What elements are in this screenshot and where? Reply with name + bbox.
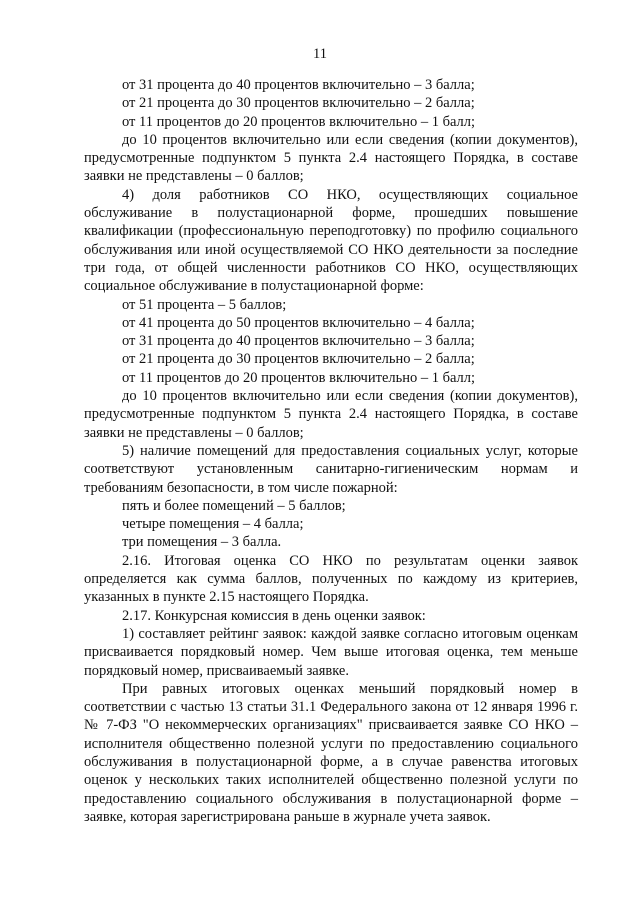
body-paragraph: до 10 процентов включительно или если сведения (копии документов), предусмотренные подпунктом 5 пункта 2.4 настоящего Порядка, в составе заявки не представлены – 0 баллов; <box>84 388 578 441</box>
document-body <box>84 76 578 826</box>
page-number: 11 <box>313 46 327 62</box>
list-item-paragraph: пять и более помещений – 5 баллов; <box>122 497 346 514</box>
body-paragraph: до 10 процентов включительно или если сведения (копии документов), предусмотренные подпунктом 5 пункта 2.4 настоящего Порядка, в составе заявки не представлены – 0 баллов; <box>84 131 578 185</box>
body-paragraph: 2.16. Итоговая оценка СО НКО по результатам оценки заявок определяется как сумма баллов, полученных по каждому из критериев, указанных в пункте 2.15 настоящего Порядка. <box>84 552 578 606</box>
list-item-paragraph: от 51 процента – 5 баллов; <box>122 296 287 313</box>
body-paragraph: 4) доля работников СО НКО, осуществляющих социальное обслуживание в полустационарной форме, прошедших повышение квалификации (профессиональную переподготовку) по профилю социального обслуживания или иной осуществляемой СО НКО деятельности за последние три года, от общей численности работников СО НКО, осуществляющих социальное обслуживание в полустационарной форме: <box>84 186 578 295</box>
body-paragraph: 5) наличие помещений для предоставления социальных услуг, которые соответствуют установленным санитарно-гигиеническим нормам и требованиям безопасности, в том числе пожарной: <box>84 442 578 496</box>
list-item-paragraph: от 41 процента до 50 процентов включительно – 4 балла; <box>122 314 475 331</box>
list-item-paragraph: от 21 процента до 30 процентов включительно – 2 балла; <box>122 95 475 112</box>
list-item-paragraph: три помещения – 3 балла. <box>122 534 282 551</box>
list-item-paragraph: 2.17. Конкурсная комиссия в день оценки заявок: <box>122 607 426 624</box>
body-paragraph: При равных итоговых оценках меньший порядковый номер в соответствии с частью 13 статьи 31.1 Федерального закона от 12 января 1996 г. № 7-ФЗ "О некоммерческих организациях" присваивается заявке СО НКО – исполнителя общественно полезной услуги по предоставлению социального обслуживания в полустационарной форме, а в случае равенства итоговых оценок у нескольких таких исполнителей общественно полезной услуги по предоставлению социального обслуживания в полустационарной форме – заявке, которая зарегистрирована раньше в журнале учета заявок. <box>84 680 578 825</box>
body-paragraph: 1) составляет рейтинг заявок: каждой заявке согласно итоговым оценкам присваивается порядковый номер. Чем выше итоговая оценка, тем меньше порядковый номер, присваиваемый заявке. <box>84 625 578 679</box>
list-item-paragraph: от 11 процентов до 20 процентов включительно – 1 балл; <box>122 113 476 130</box>
list-item-paragraph: от 31 процента до 40 процентов включительно – 3 балла; <box>122 77 475 93</box>
list-item-paragraph: четыре помещения – 4 балла; <box>122 516 304 533</box>
list-item-paragraph: от 31 процента до 40 процентов включительно – 3 балла; <box>122 333 475 350</box>
list-item-paragraph: от 21 процента до 30 процентов включительно – 2 балла; <box>122 351 475 368</box>
list-item-paragraph: от 11 процентов до 20 процентов включительно – 1 балл; <box>122 369 476 386</box>
